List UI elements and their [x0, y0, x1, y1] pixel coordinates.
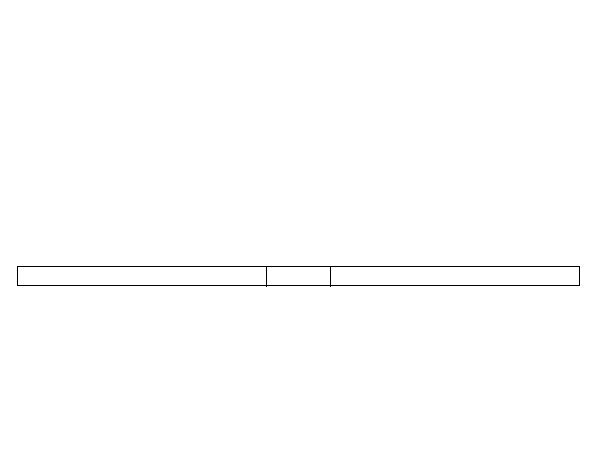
left-train-title	[18, 267, 267, 286]
timing-table	[17, 266, 580, 286]
right-train-title	[331, 267, 580, 286]
document-heading	[21, 2, 591, 19]
station-header	[267, 267, 331, 286]
